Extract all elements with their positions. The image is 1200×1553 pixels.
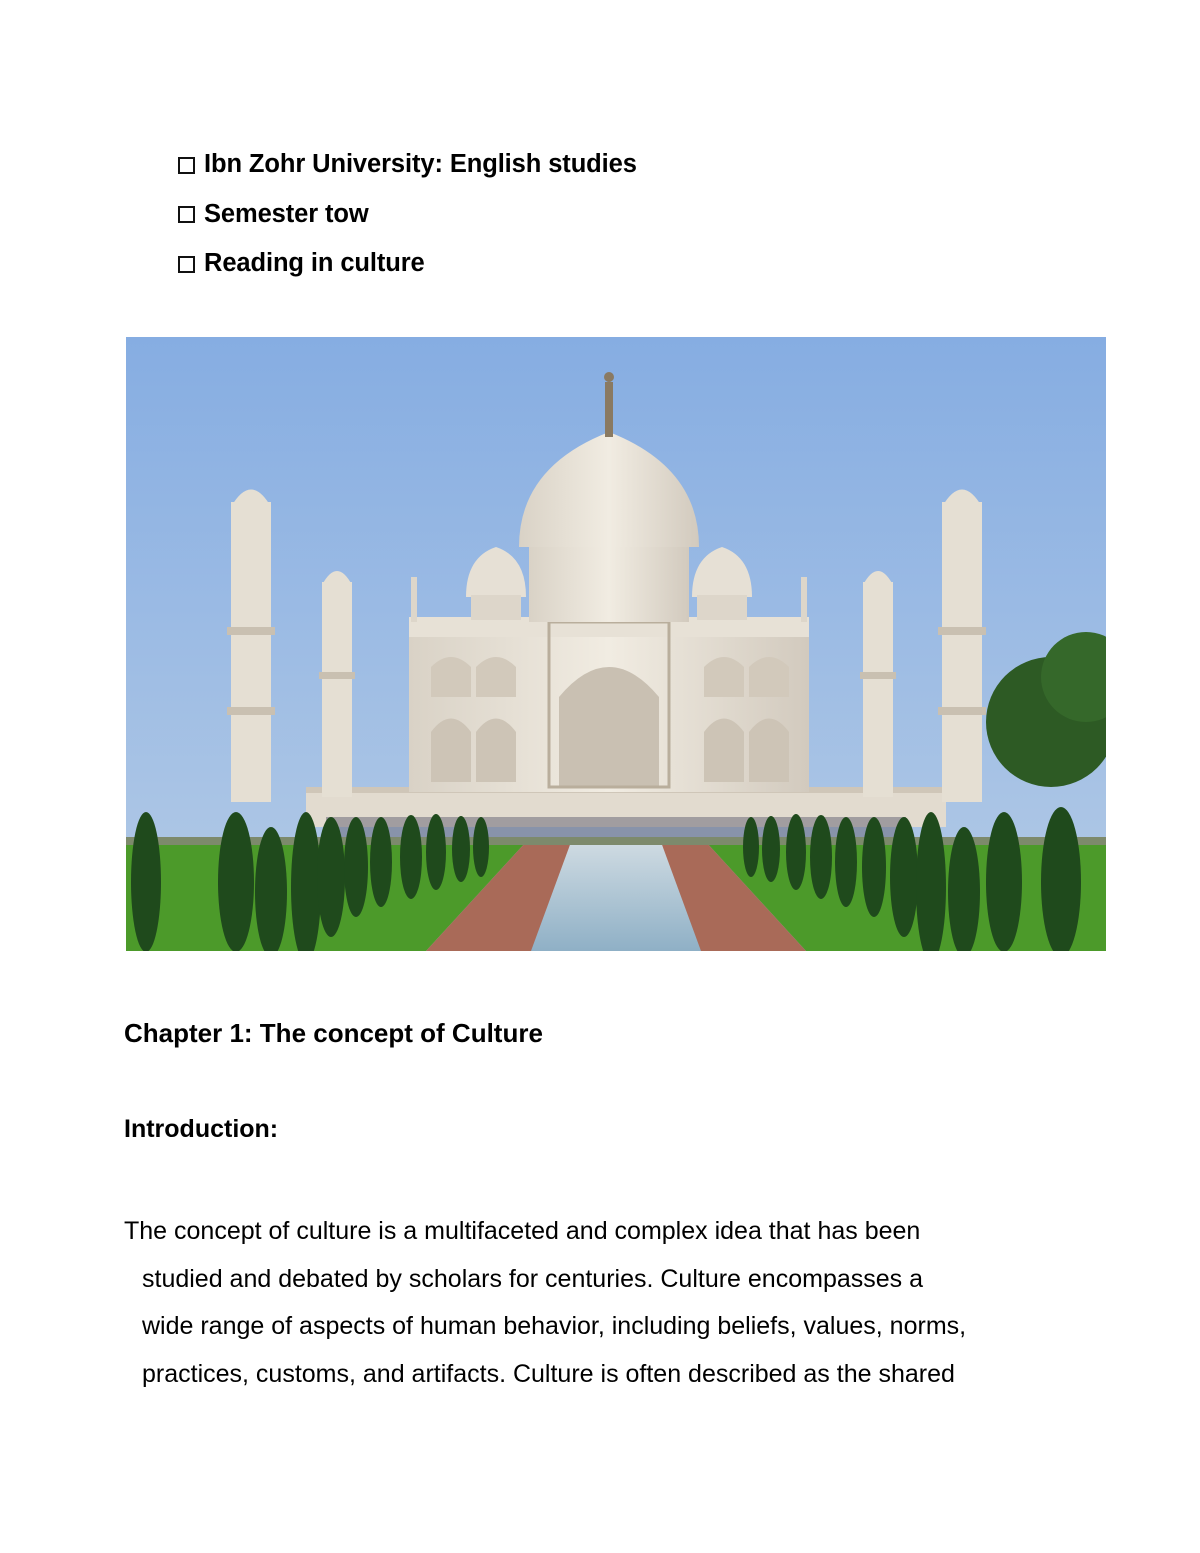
paragraph-line: wide range of aspects of human behavior, including beliefs, values, norms, xyxy=(142,1312,967,1340)
paragraph-line: practices, customs, and artifacts. Culture is often described as the shared xyxy=(142,1359,955,1388)
header-item xyxy=(178,140,637,190)
header-item-label: Reading in culture xyxy=(204,249,425,278)
header-item xyxy=(178,190,637,240)
checkbox-icon xyxy=(178,157,195,174)
header-item xyxy=(178,239,637,289)
header-list xyxy=(178,140,637,289)
checkbox-icon xyxy=(178,206,195,223)
header-item-label: Semester tow xyxy=(204,199,369,228)
paragraph-line: The concept of culture is a multifaceted and complex idea that has been xyxy=(124,1217,921,1245)
chapter-title: Chapter 1: The concept of Culture xyxy=(124,1018,543,1048)
checkbox-icon xyxy=(178,256,195,273)
intro-heading: Introduction: xyxy=(124,1115,279,1143)
paragraph-line: studied and debated by scholars for centuries. Culture encompasses a xyxy=(142,1264,924,1293)
header-item-label: Ibn Zohr University: English studies xyxy=(204,150,637,179)
taj-mahal-photo xyxy=(126,337,1106,951)
intro-paragraph xyxy=(124,1208,1084,1398)
